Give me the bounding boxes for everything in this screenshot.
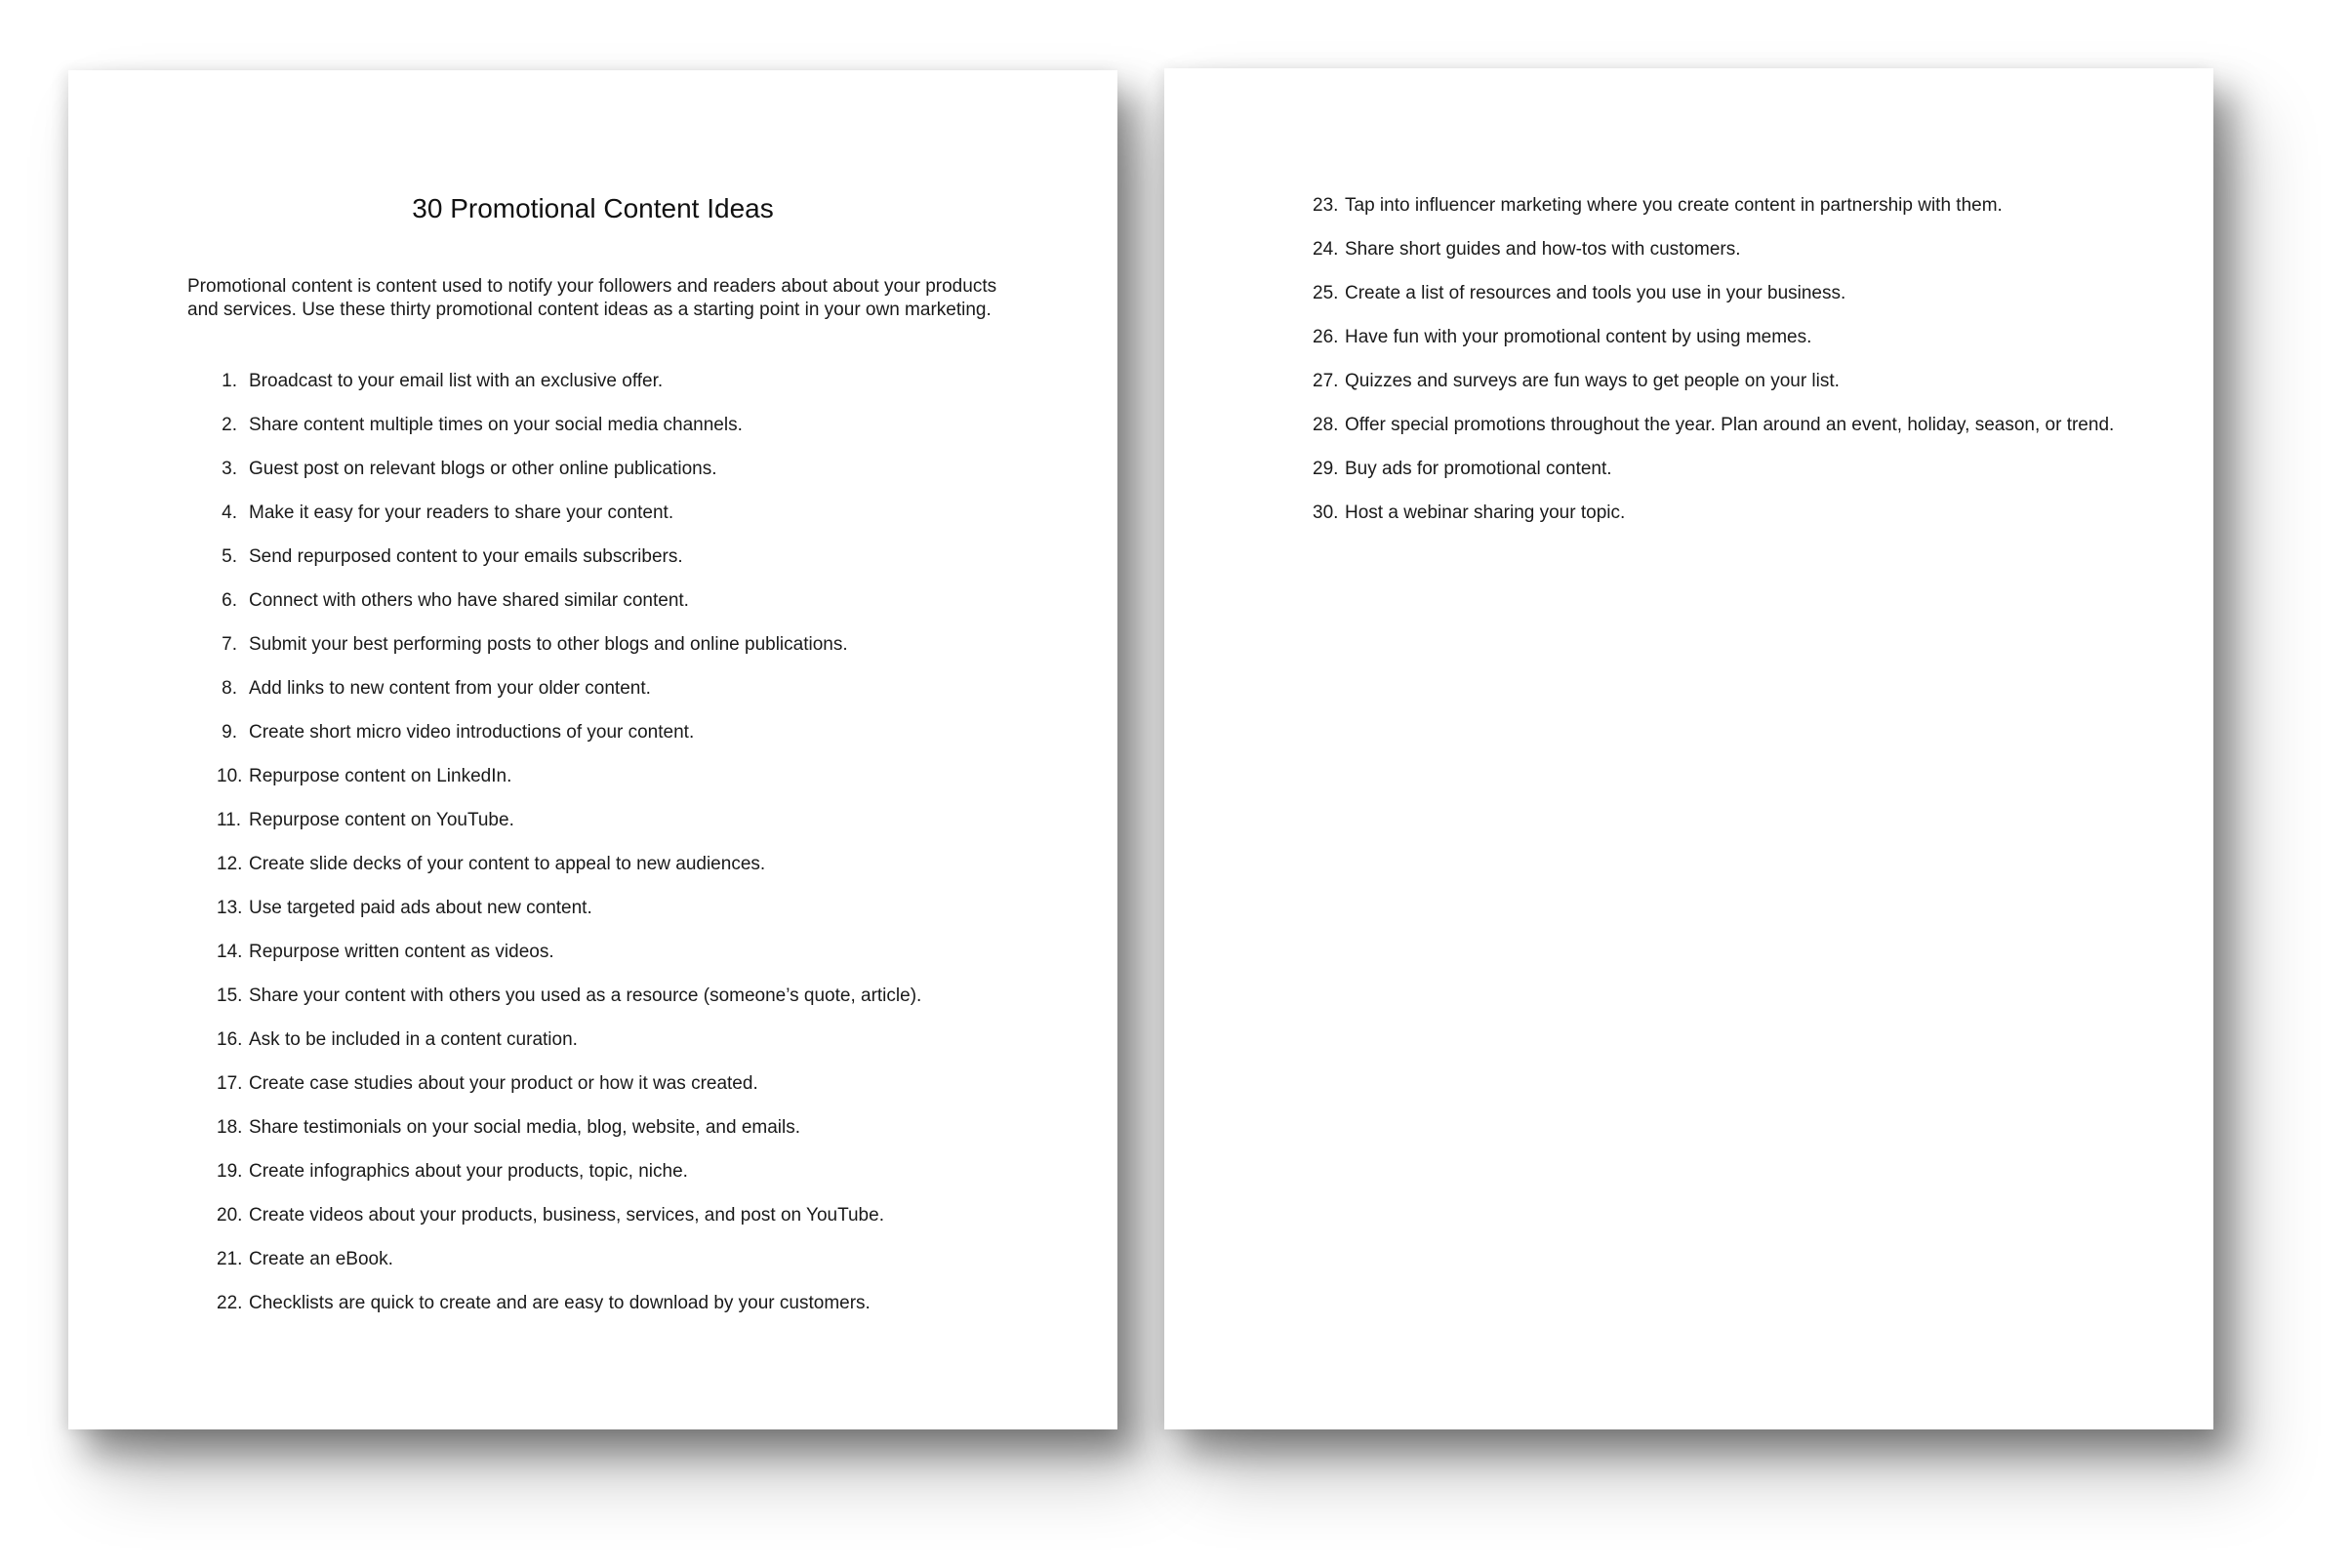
list-item bbox=[217, 1018, 1075, 1062]
list-item-number: 21. bbox=[217, 1249, 243, 1269]
list-item-number: 5. bbox=[222, 546, 237, 567]
list-item-number: 30. bbox=[1313, 503, 1339, 523]
list-item-number: 20. bbox=[217, 1205, 243, 1226]
list-item bbox=[217, 930, 1075, 974]
list-item bbox=[1313, 447, 2171, 491]
list-item-number: 17. bbox=[217, 1073, 243, 1094]
list-item bbox=[217, 1149, 1075, 1193]
list-item-text: Create videos about your products, business, services, and post on YouTube. bbox=[249, 1205, 884, 1226]
list-item-text: Tap into influencer marketing where you create content in partnership with them. bbox=[1345, 195, 2003, 216]
list-item-number: 22. bbox=[217, 1293, 243, 1313]
document-page-1 bbox=[68, 70, 1117, 1429]
list-item bbox=[1313, 359, 2171, 403]
list-item-text: Have fun with your promotional content by using memes. bbox=[1345, 327, 1812, 347]
list-item-text: Share your content with others you used as a resource (someone’s quote, article). bbox=[249, 985, 922, 1006]
list-item bbox=[1313, 403, 2171, 447]
list-item-text: Create case studies about your product or how it was created. bbox=[249, 1073, 758, 1094]
list-item-text: Broadcast to your email list with an exclusive offer. bbox=[249, 371, 664, 391]
ideas-list-page-2 bbox=[1313, 183, 2171, 535]
list-item-number: 26. bbox=[1313, 327, 1339, 347]
list-item-text: Connect with others who have shared similar content. bbox=[249, 590, 689, 611]
list-item-number: 29. bbox=[1313, 459, 1339, 479]
document-page-2 bbox=[1164, 68, 2213, 1429]
list-item bbox=[217, 886, 1075, 930]
list-item-number: 19. bbox=[217, 1161, 243, 1182]
list-item bbox=[217, 535, 1075, 579]
list-item bbox=[217, 359, 1075, 403]
document-title: 30 Promotional Content Ideas bbox=[412, 193, 774, 223]
list-item-number: 10. bbox=[217, 766, 243, 786]
list-item bbox=[217, 710, 1075, 754]
list-item-number: 24. bbox=[1313, 239, 1339, 260]
list-item-number: 1. bbox=[222, 371, 237, 391]
list-item-text: Submit your best performing posts to other blogs and online publications. bbox=[249, 634, 848, 655]
list-item bbox=[217, 798, 1075, 842]
list-item-number: 15. bbox=[217, 985, 243, 1006]
list-item-number: 2. bbox=[222, 415, 237, 435]
list-item-text: Share testimonials on your social media, blog, website, and emails. bbox=[249, 1117, 801, 1138]
list-item-text: Share content multiple times on your social media channels. bbox=[249, 415, 743, 435]
list-item-text: Guest post on relevant blogs or other online publications. bbox=[249, 459, 717, 479]
list-item-text: Buy ads for promotional content. bbox=[1345, 459, 1612, 479]
list-item-number: 6. bbox=[222, 590, 237, 611]
list-item-text: Create a list of resources and tools you use in your business. bbox=[1345, 283, 1846, 303]
list-item bbox=[217, 491, 1075, 535]
list-item-text: Repurpose content on YouTube. bbox=[249, 810, 514, 830]
list-item-text: Send repurposed content to your emails subscribers. bbox=[249, 546, 683, 567]
list-item-number: 18. bbox=[217, 1117, 243, 1138]
list-item-number: 25. bbox=[1313, 283, 1339, 303]
list-item bbox=[217, 447, 1075, 491]
list-item-text: Quizzes and surveys are fun ways to get people on your list. bbox=[1345, 371, 1840, 391]
list-item-number: 12. bbox=[217, 854, 243, 874]
list-item-number: 28. bbox=[1313, 415, 1339, 435]
list-item bbox=[217, 403, 1075, 447]
list-item bbox=[217, 1237, 1075, 1281]
list-item bbox=[217, 974, 1075, 1018]
list-item-number: 13. bbox=[217, 898, 243, 918]
list-item-text: Add links to new content from your older content. bbox=[249, 678, 651, 699]
list-item-number: 4. bbox=[222, 503, 237, 523]
list-item bbox=[217, 1062, 1075, 1106]
list-item-number: 16. bbox=[217, 1029, 243, 1050]
list-item-number: 9. bbox=[222, 722, 237, 743]
list-item-text: Checklists are quick to create and are easy to download by your customers. bbox=[249, 1293, 871, 1313]
list-item bbox=[217, 1281, 1075, 1325]
list-item-number: 7. bbox=[222, 634, 237, 655]
list-item bbox=[217, 842, 1075, 886]
list-item-text: Host a webinar sharing your topic. bbox=[1345, 503, 1626, 523]
list-item bbox=[217, 579, 1075, 623]
list-item-text: Repurpose written content as videos. bbox=[249, 942, 554, 962]
list-item bbox=[1313, 491, 2171, 535]
list-item bbox=[217, 666, 1075, 710]
list-item-text: Offer special promotions throughout the year. Plan around an event, holiday, season, or trend. bbox=[1345, 415, 2115, 435]
ideas-list-page-1 bbox=[217, 359, 1075, 1325]
list-item-number: 27. bbox=[1313, 371, 1339, 391]
list-item-number: 11. bbox=[217, 810, 242, 830]
list-item bbox=[217, 1106, 1075, 1149]
list-item-text: Share short guides and how-tos with customers. bbox=[1345, 239, 1741, 260]
list-item-text: Create short micro video introductions of your content. bbox=[249, 722, 695, 743]
list-item-text: Repurpose content on LinkedIn. bbox=[249, 766, 512, 786]
list-item bbox=[217, 1193, 1075, 1237]
list-item-number: 3. bbox=[222, 459, 237, 479]
list-item-text: Ask to be included in a content curation. bbox=[249, 1029, 578, 1050]
intro-paragraph: Promotional content is content used to notify your followers and readers about about your products and services. Use these thirty promotional content ideas as a starting point in your own marketing. bbox=[187, 276, 997, 320]
list-item bbox=[1313, 183, 2171, 227]
list-item bbox=[217, 754, 1075, 798]
list-item-text: Use targeted paid ads about new content. bbox=[249, 898, 592, 918]
list-item bbox=[1313, 227, 2171, 271]
list-item-text: Create slide decks of your content to appeal to new audiences. bbox=[249, 854, 766, 874]
list-item-number: 14. bbox=[217, 942, 243, 962]
list-item-text: Make it easy for your readers to share your content. bbox=[249, 503, 674, 523]
list-item bbox=[1313, 315, 2171, 359]
list-item-text: Create an eBook. bbox=[249, 1249, 393, 1269]
list-item bbox=[217, 623, 1075, 666]
list-item bbox=[1313, 271, 2171, 315]
list-item-number: 23. bbox=[1313, 195, 1339, 216]
list-item-number: 8. bbox=[222, 678, 237, 699]
list-item-text: Create infographics about your products, topic, niche. bbox=[249, 1161, 688, 1182]
